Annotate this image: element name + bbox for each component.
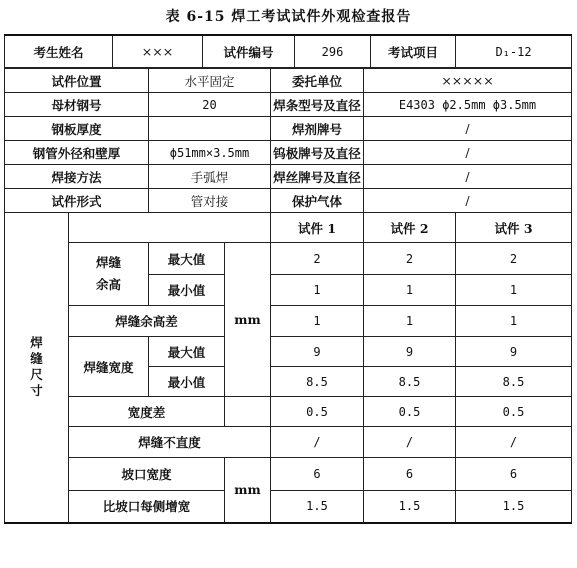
width-diff-2: 0.5 — [364, 397, 456, 427]
wire-value: / — [364, 165, 572, 189]
groove-width-1: 6 — [271, 458, 364, 491]
info-row-method — [5, 165, 572, 189]
reinf-min-3: 1 — [456, 275, 572, 306]
steel-value: 20 — [149, 93, 271, 117]
page-title: 表 6-15 焊工考试试件外观检查报告 — [165, 9, 412, 25]
width-min-2: 8.5 — [364, 367, 456, 397]
electrode-value: E4303 ϕ2.5mm ϕ3.5mm — [364, 93, 572, 117]
widen-3: 1.5 — [456, 491, 572, 523]
straightness-1: / — [271, 427, 364, 458]
reinf-max-label: 最大值 — [149, 243, 225, 275]
unit-label-2: mm — [225, 458, 271, 523]
header-table — [4, 34, 572, 68]
reinf-min-2: 1 — [364, 275, 456, 306]
plate-label: 钢板厚度 — [5, 117, 149, 141]
reinforcement-label-text: 焊缝余高 — [95, 255, 121, 292]
method-value: 手弧焊 — [149, 165, 271, 189]
specimen-1-header: 试件 1 — [271, 213, 364, 243]
groove-width-2: 6 — [364, 458, 456, 491]
reinforcement-label — [69, 243, 149, 306]
width-diff-label: 宽度差 — [69, 397, 225, 427]
unit-blank-1 — [225, 397, 271, 427]
width-max-1: 9 — [271, 337, 364, 367]
gas-value: / — [364, 189, 572, 213]
info-row-steel — [5, 93, 572, 117]
groove-width-row — [5, 458, 572, 491]
name-label: 考生姓名 — [5, 35, 113, 68]
pipe-label: 钢管外径和壁厚 — [5, 141, 149, 165]
pipe-value: ϕ51mm×3.5mm — [149, 141, 271, 165]
item-value: D₁-12 — [456, 35, 572, 68]
widen-1: 1.5 — [271, 491, 364, 523]
width-min-label: 最小值 — [149, 367, 225, 397]
reinf-diff-1: 1 — [271, 306, 364, 337]
size-section-label-text: 焊缝尺寸 — [30, 335, 43, 399]
width-max-label: 最大值 — [149, 337, 225, 367]
width-max-2: 9 — [364, 337, 456, 367]
flux-value: / — [364, 117, 572, 141]
straightness-row — [5, 427, 572, 458]
reinf-diff-label: 焊缝余高差 — [69, 306, 225, 337]
report-table — [4, 68, 572, 524]
form-value: 管对接 — [149, 189, 271, 213]
straightness-2: / — [364, 427, 456, 458]
tungsten-label: 钨极牌号及直径 — [271, 141, 364, 165]
flux-label: 焊剂牌号 — [271, 117, 364, 141]
unit-label: mm — [225, 243, 271, 397]
form-label: 试件形式 — [5, 189, 149, 213]
name-value: ××× — [113, 35, 203, 68]
electrode-label: 焊条型号及直径 — [271, 93, 364, 117]
steel-label: 母材钢号 — [5, 93, 149, 117]
number-label: 试件编号 — [203, 35, 295, 68]
reinf-diff-2: 1 — [364, 306, 456, 337]
client-value: ××××× — [364, 69, 572, 93]
groove-width-label: 坡口宽度 — [69, 458, 225, 491]
position-label: 试件位置 — [5, 69, 149, 93]
reinf-diff-3: 1 — [456, 306, 572, 337]
width-diff-1: 0.5 — [271, 397, 364, 427]
blank-corner — [69, 213, 271, 243]
reinf-max-3: 2 — [456, 243, 572, 275]
client-label: 委托单位 — [271, 69, 364, 93]
gas-label: 保护气体 — [271, 189, 364, 213]
width-diff-row — [5, 397, 572, 427]
width-diff-3: 0.5 — [456, 397, 572, 427]
widen-2: 1.5 — [364, 491, 456, 523]
number-value: 296 — [295, 35, 371, 68]
position-value: 水平固定 — [149, 69, 271, 93]
specimen-2-header: 试件 2 — [364, 213, 456, 243]
item-label: 考试项目 — [371, 35, 456, 68]
reinf-max-row — [5, 243, 572, 275]
tungsten-value: / — [364, 141, 572, 165]
info-row-form — [5, 189, 572, 213]
plate-value — [149, 117, 271, 141]
size-section-label — [5, 213, 69, 523]
reinf-diff-row — [5, 306, 572, 337]
width-label: 焊缝宽度 — [69, 337, 149, 397]
info-row-position — [5, 69, 572, 93]
header-row — [5, 35, 572, 68]
straightness-label: 焊缝不直度 — [69, 427, 271, 458]
info-row-pipe — [5, 141, 572, 165]
width-max-3: 9 — [456, 337, 572, 367]
specimen-3-header: 试件 3 — [456, 213, 572, 243]
widen-row — [5, 491, 572, 523]
straightness-3: / — [456, 427, 572, 458]
method-label: 焊接方法 — [5, 165, 149, 189]
wire-label: 焊丝牌号及直径 — [271, 165, 364, 189]
widen-label: 比坡口每侧增宽 — [69, 491, 225, 523]
reinf-max-1: 2 — [271, 243, 364, 275]
size-header-row — [5, 213, 572, 243]
width-min-1: 8.5 — [271, 367, 364, 397]
reinf-max-2: 2 — [364, 243, 456, 275]
width-max-row — [5, 337, 572, 367]
width-min-3: 8.5 — [456, 367, 572, 397]
reinf-min-1: 1 — [271, 275, 364, 306]
info-row-plate — [5, 117, 572, 141]
groove-width-3: 6 — [456, 458, 572, 491]
reinf-min-label: 最小值 — [149, 275, 225, 306]
